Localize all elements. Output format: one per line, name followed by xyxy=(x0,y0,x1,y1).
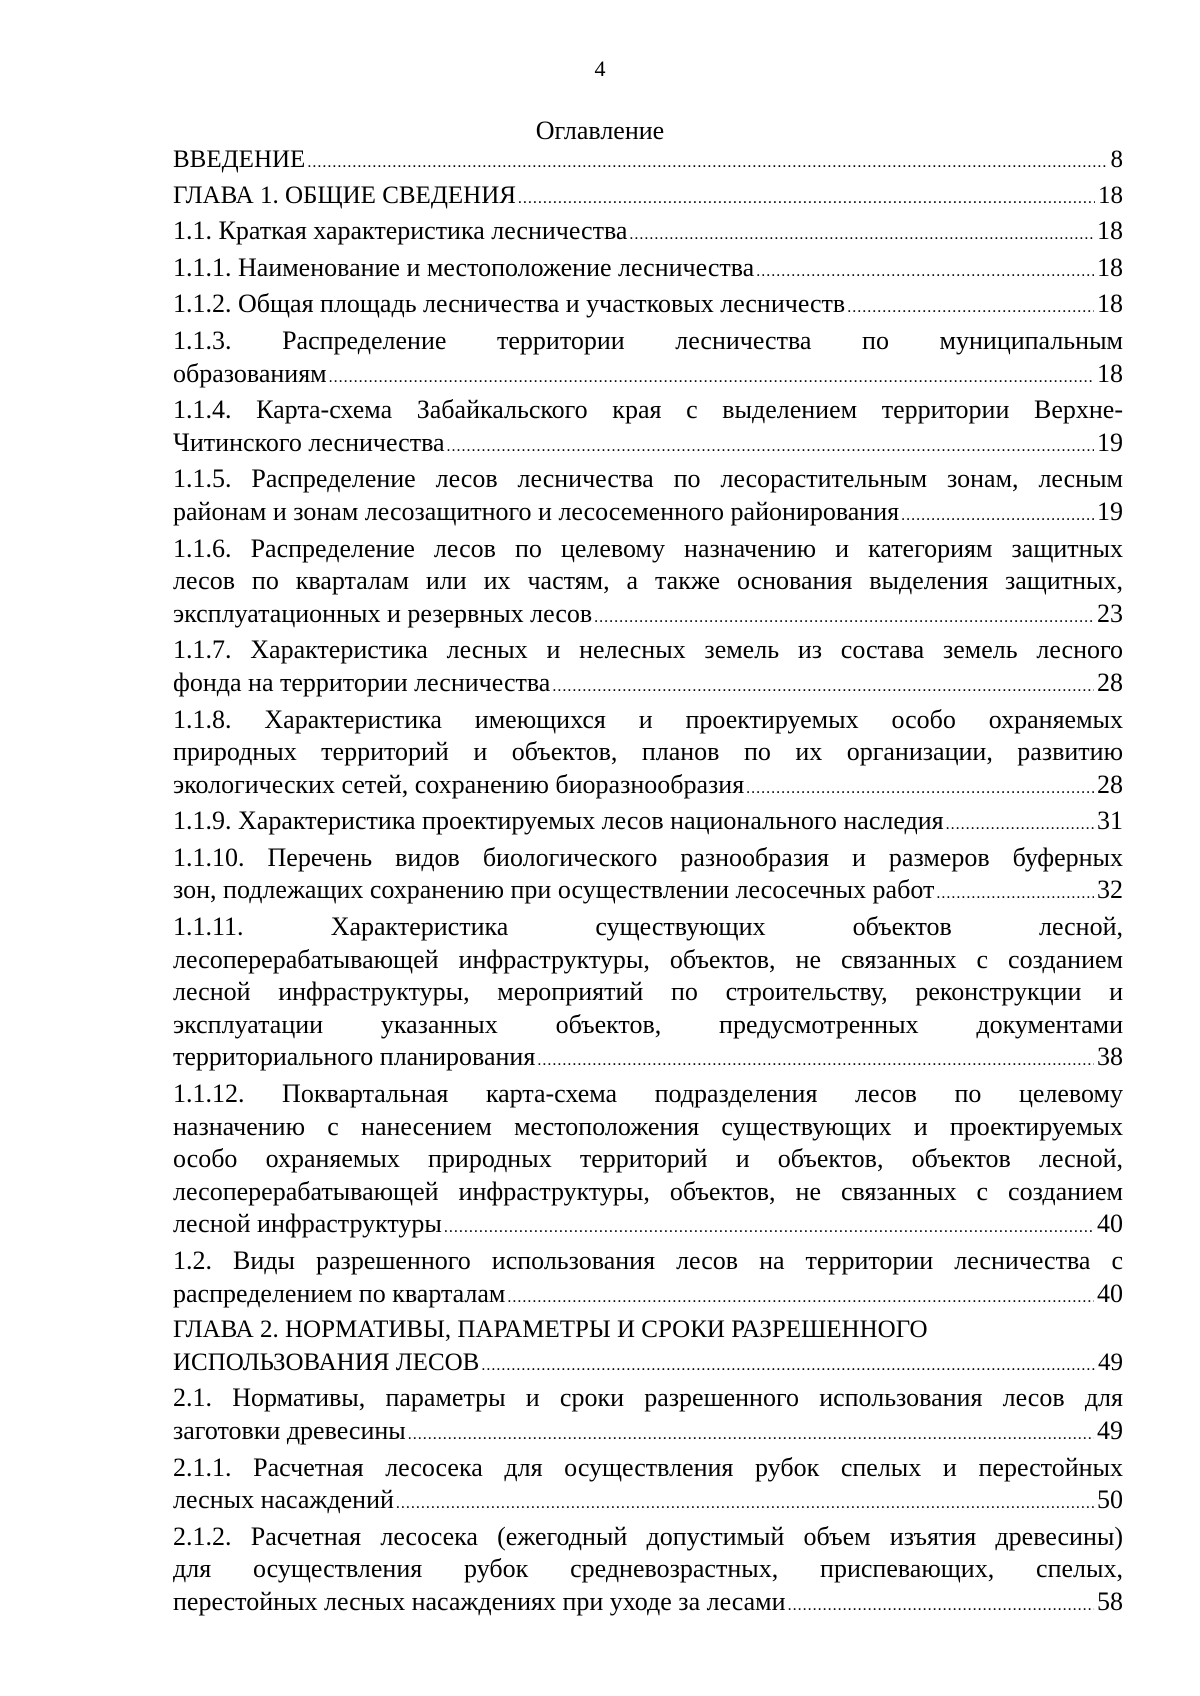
toc-entry-title: лесных насаждений xyxy=(173,1485,394,1515)
toc-entry-page-number: 18 xyxy=(1097,289,1123,319)
toc-entry-last-line xyxy=(173,427,1123,464)
toc-entry-title: лесной инфраструктуры xyxy=(173,1209,442,1239)
toc-entry-text-line: 1.1.6. Распределение лесов по целевому назначению и категориям защитных xyxy=(173,533,1123,563)
dot-leader xyxy=(594,602,1094,635)
toc-entry-last-line xyxy=(173,1415,1123,1452)
toc-entry-page-number: 49 xyxy=(1097,1415,1123,1445)
toc-entry-title: зон, подлежащих сохранению при осуществлении лесосечных работ xyxy=(173,875,935,905)
dot-leader xyxy=(444,1212,1094,1245)
dot-leader xyxy=(552,671,1094,704)
toc-entry-last-line xyxy=(173,598,1123,635)
dot-leader xyxy=(746,773,1094,806)
toc-entry-title: ИСПОЛЬЗОВАНИЯ ЛЕСОВ xyxy=(173,1348,480,1376)
toc-entry-page-number: 19 xyxy=(1097,427,1123,457)
toc-entry-page-number: 50 xyxy=(1097,1485,1123,1515)
toc-entry-text-line: 1.1.4. Карта-схема Забайкальского края с выделением территории Верхне- xyxy=(173,395,1123,425)
toc-entry-text-line: лесной инфраструктуры, мероприятий по строительству, реконструкции и xyxy=(173,977,1123,1007)
toc-entry-last-line xyxy=(173,805,1123,842)
toc-entry-title: 1.1.2. Общая площадь лесничества и участковых лесничеств xyxy=(173,289,846,319)
toc-entry-text-line: 1.1.10. Перечень видов биологического разнообразия и размеров буферных xyxy=(173,842,1123,872)
toc-entry-page-number: 40 xyxy=(1097,1278,1123,1308)
toc-entry-text-line: эксплуатации указанных объектов, предусмотренных документами xyxy=(173,1009,1123,1039)
toc-entry[interactable] xyxy=(173,252,1123,289)
toc-entry-last-line xyxy=(173,667,1123,704)
dot-leader xyxy=(847,292,1094,325)
toc-entry[interactable] xyxy=(173,288,1123,325)
toc-entry[interactable] xyxy=(173,144,1123,180)
dot-leader xyxy=(408,1419,1094,1452)
page-number: 4 xyxy=(594,56,606,81)
toc-entry[interactable] xyxy=(173,215,1123,252)
toc-entry[interactable] xyxy=(173,394,1123,463)
toc-entry-text-line: лесоперерабатывающей инфраструктуры, объектов, не связанных с созданием xyxy=(173,944,1123,974)
toc-entry[interactable] xyxy=(173,533,1123,635)
toc-entry[interactable] xyxy=(173,180,1123,216)
toc-entry-text-line: лесоперерабатывающей инфраструктуры, объектов, не связанных с созданием xyxy=(173,1176,1123,1206)
toc-entry-title: фонда на территории лесничества xyxy=(173,667,551,697)
dot-leader xyxy=(788,1590,1094,1623)
table-of-contents xyxy=(173,144,1123,1623)
toc-entry-text-line: 1.2. Виды разрешенного использования лесов на территории лесничества с xyxy=(173,1246,1123,1275)
toc-entry-last-line xyxy=(173,180,1123,216)
dot-leader xyxy=(329,362,1094,395)
toc-entry[interactable] xyxy=(173,805,1123,842)
toc-entry-title: 1.1.9. Характеристика проектируемых лесов национального наследия xyxy=(173,806,944,836)
toc-entry-title: эксплуатационных и резервных лесов xyxy=(173,598,593,628)
toc-entry-page-number: 32 xyxy=(1097,875,1123,905)
toc-entry-text-line: 2.1.2. Расчетная лесосека (ежегодный допустимый объем изъятия древесины) xyxy=(173,1521,1123,1551)
toc-entry-text-line: назначению с нанесением местоположения существующих и проектируемых xyxy=(173,1111,1123,1141)
toc-entry-title: экологических сетей, сохранению биоразнообразия xyxy=(173,769,745,799)
toc-entry[interactable] xyxy=(173,1314,1123,1382)
toc-entry-last-line xyxy=(173,1484,1123,1521)
toc-entry-page-number: 19 xyxy=(1097,496,1123,526)
toc-entry-text-line: 2.1.1. Расчетная лесосека для осуществления рубок спелых и перестойных xyxy=(173,1452,1123,1482)
toc-entry[interactable] xyxy=(173,911,1123,1078)
toc-entry-last-line xyxy=(173,496,1123,533)
toc-entry-text-line: 1.1.5. Распределение лесов лесничества по лесорастительным зонам, лесным xyxy=(173,464,1123,494)
dot-leader xyxy=(507,1282,1094,1315)
toc-entry-text-line: 2.1. Нормативы, параметры и сроки разрешенного использования лесов для xyxy=(173,1383,1123,1413)
toc-entry-title: заготовки древесины xyxy=(173,1415,406,1445)
toc-entry-last-line xyxy=(173,1347,1123,1383)
toc-entry[interactable] xyxy=(173,1452,1123,1521)
dot-leader xyxy=(629,219,1094,252)
toc-entry-text-line: природных территорий и объектов, планов по их организации, развитию xyxy=(173,737,1123,767)
toc-entry-last-line xyxy=(173,1208,1123,1245)
toc-entry-title: ГЛАВА 1. ОБЩИЕ СВЕДЕНИЯ xyxy=(173,181,516,209)
toc-entry-page-number: 18 xyxy=(1097,358,1123,388)
toc-entry-last-line xyxy=(173,874,1123,911)
toc-entry-last-line xyxy=(173,1278,1123,1315)
toc-entry-last-line xyxy=(173,288,1123,325)
toc-entry[interactable] xyxy=(173,842,1123,911)
dot-leader xyxy=(901,500,1094,533)
toc-entry-page-number: 18 xyxy=(1097,252,1123,282)
toc-entry-title: перестойных лесных насаждениях при уходе за лесами xyxy=(173,1586,786,1616)
dot-leader xyxy=(447,431,1094,464)
toc-entry-text-line: 1.1.12. Поквартальная карта-схема подразделения лесов по целевому xyxy=(173,1079,1123,1109)
toc-entry-title: районам и зонам лесозащитного и лесосеменного районирования xyxy=(173,496,900,526)
toc-entry-text-line: для осуществления рубок средневозрастных, приспевающих, спелых, xyxy=(173,1554,1123,1584)
toc-entry-last-line xyxy=(173,1586,1123,1623)
dot-leader xyxy=(756,256,1094,289)
toc-title: Оглавление xyxy=(535,116,665,145)
dot-leader xyxy=(936,878,1094,911)
dot-leader xyxy=(537,1045,1094,1078)
toc-entry-last-line xyxy=(173,358,1123,395)
toc-entry-title: территориального планирования xyxy=(173,1042,536,1072)
dot-leader xyxy=(481,1350,1095,1383)
toc-entry-page-number: 28 xyxy=(1097,769,1123,799)
toc-entry-text-line: лесов по кварталам или их частям, а также основания выделения защитных, xyxy=(173,566,1123,596)
toc-entry-page-number: 31 xyxy=(1097,806,1123,836)
toc-entry[interactable] xyxy=(173,1382,1123,1451)
toc-entry-title: ВВЕДЕНИЕ xyxy=(173,146,306,173)
dot-leader xyxy=(396,1488,1094,1521)
toc-entry-text-line: 1.1.3. Распределение территории лесничества по муниципальным xyxy=(173,325,1123,355)
toc-entry-page-number: 18 xyxy=(1097,216,1123,246)
toc-entry-title: образованиям xyxy=(173,358,327,388)
dot-leader xyxy=(518,183,1095,216)
toc-entry[interactable] xyxy=(173,704,1123,806)
toc-entry-page-number: 40 xyxy=(1097,1209,1123,1239)
dot-leader xyxy=(307,147,1107,180)
toc-entry[interactable] xyxy=(173,325,1123,394)
toc-entry-page-number: 49 xyxy=(1098,1348,1123,1376)
toc-entry-page-number: 8 xyxy=(1110,146,1123,173)
toc-entry-text-line: 1.1.11. Характеристика существующих объектов лесной, xyxy=(173,912,1123,942)
toc-entry[interactable] xyxy=(173,634,1123,703)
toc-entry-text-line: ГЛАВА 2. НОРМАТИВЫ, ПАРАМЕТРЫ И СРОКИ РАЗРЕШЕННОГО xyxy=(173,1316,928,1344)
toc-entry-page-number: 28 xyxy=(1097,667,1123,697)
toc-entry-title: 1.1. Краткая характеристика лесничества xyxy=(173,216,628,246)
toc-entry[interactable] xyxy=(173,463,1123,532)
toc-entry-last-line xyxy=(173,1041,1123,1078)
toc-entry-text-line: 1.1.8. Характеристика имеющихся и проектируемых особо охраняемых xyxy=(173,704,1123,734)
toc-entry-last-line xyxy=(173,769,1123,806)
toc-entry-title: распределением по кварталам xyxy=(173,1278,506,1308)
toc-entry-last-line xyxy=(173,252,1123,289)
toc-entry[interactable] xyxy=(173,1078,1123,1245)
toc-entry-page-number: 23 xyxy=(1097,598,1123,628)
toc-entry[interactable] xyxy=(173,1521,1123,1623)
toc-entry-title: Читинского лесничества xyxy=(173,427,445,457)
toc-entry-page-number: 58 xyxy=(1097,1586,1123,1616)
toc-entry-text-line: особо охраняемых природных территорий и объектов, объектов лесной, xyxy=(173,1144,1123,1174)
toc-entry-last-line xyxy=(173,215,1123,252)
toc-entry-text-line: 1.1.7. Характеристика лесных и нелесных земель из состава земель лесного xyxy=(173,635,1123,665)
toc-entry-page-number: 18 xyxy=(1098,181,1123,209)
toc-entry-title: 1.1.1. Наименование и местоположение лесничества xyxy=(173,252,755,282)
dot-leader xyxy=(946,809,1094,842)
toc-entry-page-number: 38 xyxy=(1097,1042,1123,1072)
toc-entry[interactable] xyxy=(173,1245,1123,1314)
toc-entry-last-line xyxy=(173,144,1123,180)
